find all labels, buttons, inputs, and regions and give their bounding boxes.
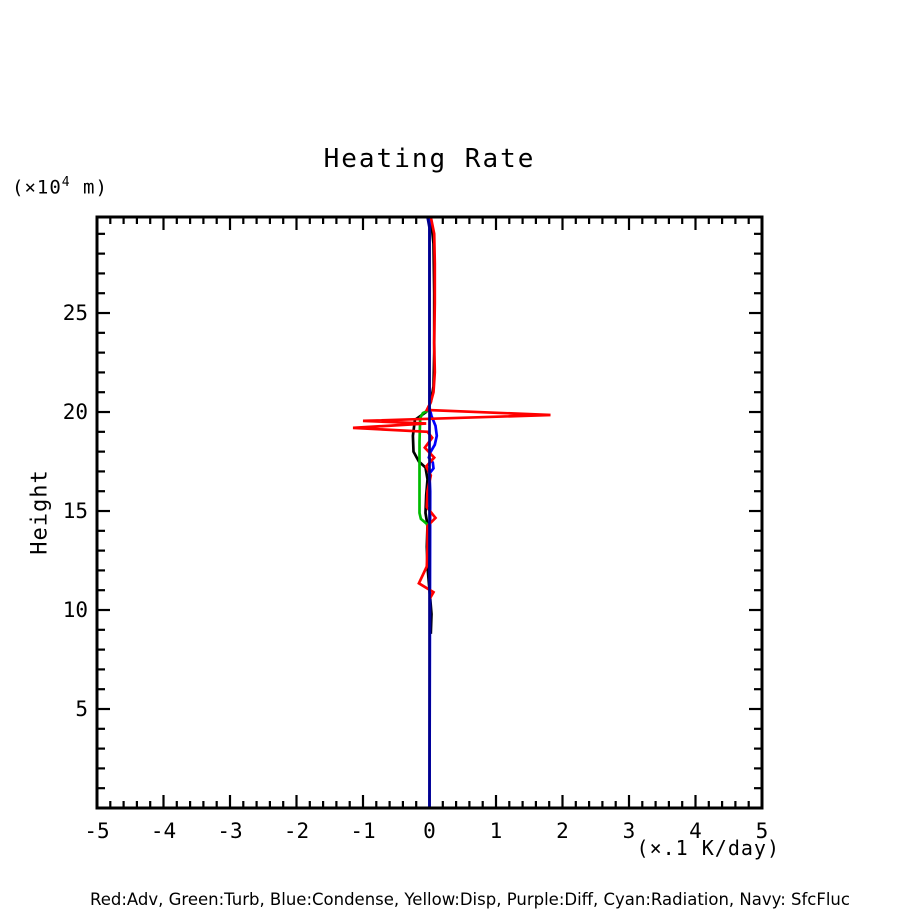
series-line-adv (353, 217, 551, 599)
x-tick-label: 2 (556, 819, 569, 843)
y-tick-label: 20 (62, 400, 88, 425)
x-tick-label: 3 (622, 819, 636, 843)
y-tick-label: 15 (62, 499, 88, 524)
series-line-sfcfluc (428, 217, 430, 808)
x-tick-label: 5 (755, 819, 769, 843)
x-tick-label: 0 (423, 819, 436, 843)
y-tick-label: 25 (62, 301, 88, 326)
y-unit-exponent: 4 (61, 175, 71, 190)
y-unit-suffix: m) (70, 176, 108, 199)
y-tick-label: 5 (75, 697, 88, 722)
x-tick-label: -2 (283, 819, 310, 843)
x-tick-label: 1 (489, 819, 503, 843)
x-tick-label: -3 (217, 819, 243, 843)
x-tick-label: -1 (350, 819, 376, 843)
x-tick-label: -4 (150, 819, 177, 843)
y-tick-label: 10 (62, 598, 88, 623)
x-tick-label: 4 (689, 819, 702, 843)
chart-title: Heating Rate (323, 144, 536, 174)
y-axis-title: Height (27, 469, 53, 555)
x-axis-unit-label: (×.1 K/day) (636, 836, 780, 860)
y-unit-prefix: (×10 (12, 176, 62, 199)
legend-caption: Red:Adv, Green:Turb, Blue:Condense, Yellow:Disp, Purple:Diff, Cyan:Radiation, Navy: SfcFluc (90, 890, 850, 909)
x-tick-label: -5 (84, 819, 110, 843)
